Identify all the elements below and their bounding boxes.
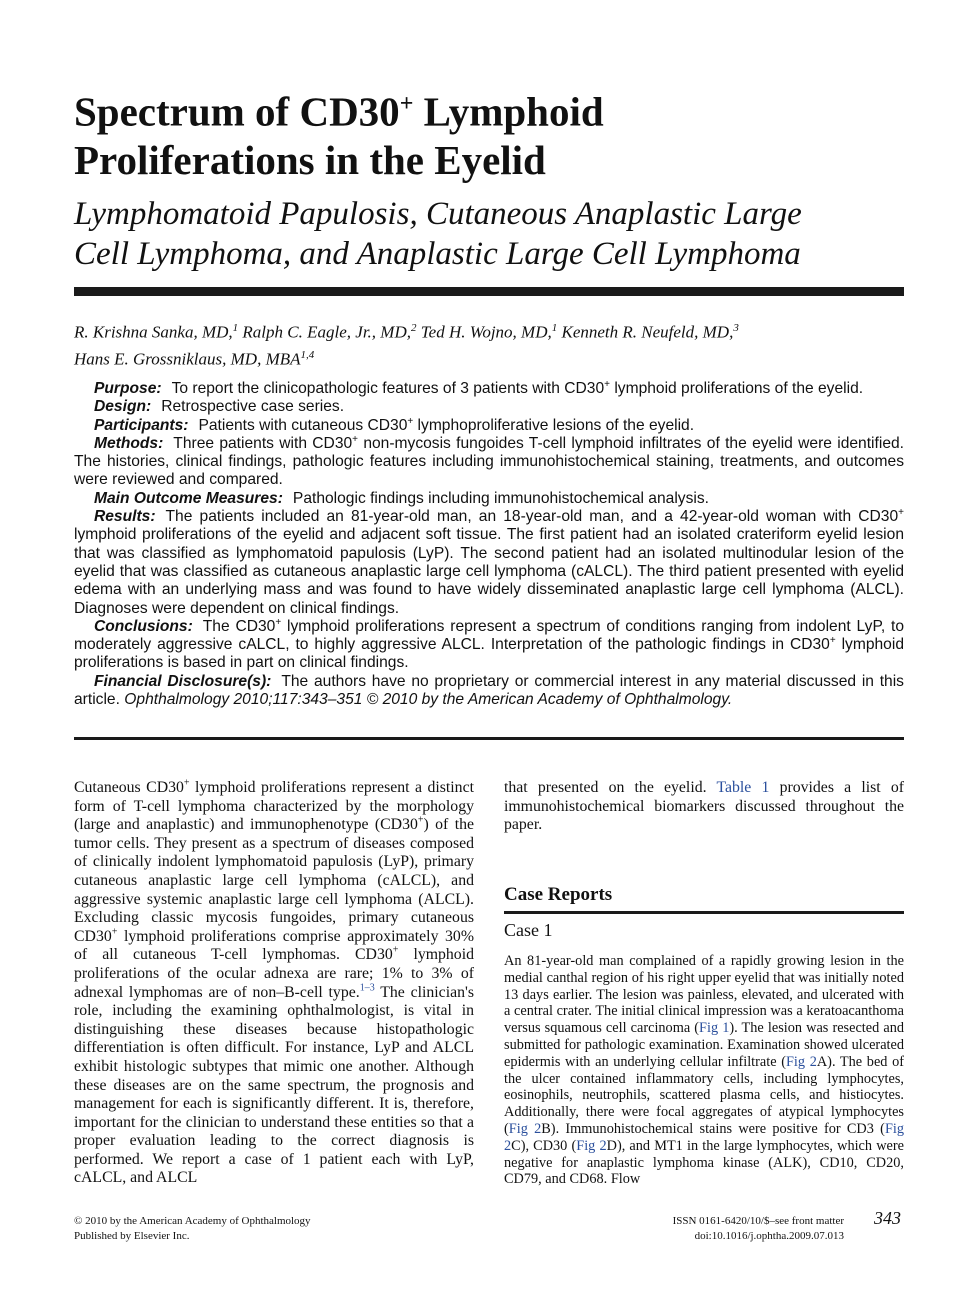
- article-title: Spectrum of CD30+ Lymphoid Proliferations in the Eyelid: [74, 88, 604, 183]
- doi-line: doi:10.1016/j.ophtha.2009.07.013: [694, 1230, 844, 1242]
- abstract-measures: Main Outcome Measures: Pathologic findings including immunohistochemical analysis.: [94, 489, 709, 507]
- abstract-rule: [74, 737, 904, 740]
- article-subtitle: Lymphomatoid Papulosis, Cutaneous Anaplastic Large Cell Lymphoma, and Anaplastic Large Cell Lymphoma: [74, 196, 802, 272]
- fig-2c-link[interactable]: Fig 2: [504, 1120, 905, 1154]
- abstract-disclosure: Financial Disclosure(s): The authors have no proprietary or commercial interest in any material discussed in this article. Ophthalmology 2010;117:343–351 © 2010 by the American Academy of Ophthalmology.: [74, 672, 904, 709]
- fig-2d-link[interactable]: Fig 2: [576, 1137, 607, 1154]
- fig-2b-link[interactable]: Fig 2: [508, 1120, 542, 1137]
- body-column-right: [504, 779, 904, 835]
- journal-citation: Ophthalmology 2010;117:343–351 © 2010 by the American Academy of Ophthalmology.: [124, 691, 733, 709]
- abstract-methods: Methods: Three patients with CD30+ non-mycosis fungoides T-cell lymphoid infiltrates of the eyelid were identified. The histories, clinical findings, pathologic features including immunohistochemical staining, treatments, and outcomes were reviewed and compared.: [74, 433, 904, 489]
- footer-right: [600, 1214, 844, 1244]
- case-1-heading: Case 1: [504, 920, 553, 940]
- case-reports-rule: [504, 911, 904, 914]
- abstract-purpose: Purpose: To report the clinicopathologic features of 3 patients with CD30+ lymphoid proliferations of the eyelid.: [94, 378, 864, 397]
- case-reports-heading: Case Reports: [504, 884, 613, 905]
- page-number: 343: [874, 1208, 901, 1228]
- body-column-left: [74, 779, 474, 1188]
- abstract-design: Design: Retrospective case series.: [94, 398, 345, 416]
- title-rule: [74, 287, 904, 296]
- intro-continuation: that presented on the eyelid. Table 1 provides a list of immunohistochemical biomarkers discussed throughout the paper.: [504, 779, 904, 834]
- copyright-line: © 2010 by the American Academy of Ophthalmology: [74, 1215, 311, 1227]
- intro-paragraph: Cutaneous CD30+ lymphoid proliferations represent a distinct form of T-cell lymphoma characterized by the morphology (large and anaplastic) and immunophenotype (CD30+) of the tumor cells. They present as a spectrum of diseases composed of clinically indolent lymphomatoid papulosis (LyP), primary cutaneous anaplastic large cell lymphoma (cALCL), and aggressive systemic anaplastic large cell lymphoma (ALCL). Excluding classic mycosis fungoides, primary cutaneous CD30+ lymphoid proliferations comprise approximately 30% of all cutaneous T-cell lymphomas. CD30+ lymphoid proliferations of the ocular adnexa are rare; 1% to 3% of adnexal lymphomas are of non–B-cell type.$^{1-3}$ The clinician's role, including the examining ophthalmologist, is vital in distinguishing these diseases because histopathologic differentiation is often difficult. For instance, LyP and ALCL exhibit histologic subtypes that mimic one another. Although these diseases are on the same spectrum, the prognosis and management for each is significantly different. It is, therefore, important for the clinician to understand these entities so that a proper evaluation leading to the correct diagnosis is performed. We report a case of 1 patient each with LyP, cALCL, and ALCL: [74, 777, 474, 1187]
- table-1-link[interactable]: Table 1: [716, 779, 770, 796]
- abstract-participants: Participants: Patients with cutaneous CD30+ lymphoproliferative lesions of the eyelid.: [94, 415, 695, 434]
- abstract-conclusions: Conclusions: The CD30+ lymphoid proliferations represent a spectrum of conditions ranging from indolent LyP, to moderately aggressive cALCL, to highly aggressive ALCL. Interpretation of the pathologic findings in CD30+ lymphoid proliferations is based in part on clinical findings.: [74, 616, 904, 672]
- fig-1-link[interactable]: Fig 1: [699, 1020, 730, 1037]
- fig-2a-link[interactable]: Fig 2: [785, 1053, 817, 1070]
- abstract: [74, 380, 904, 709]
- reference-link[interactable]: 1–3: [359, 982, 375, 994]
- issn-line: ISSN 0161-6420/10/$–see front matter: [672, 1215, 844, 1227]
- author-list: R. Krishna Sanka, MD,$^1$ Ralph C. Eagle, Jr., MD,$^2$ Ted H. Wojno, MD,$^1$ Kenneth R. Neufeld, MD,$^3$ Hans E. Grossniklaus, MD, MBA$^{1,4}$: [74, 322, 739, 369]
- case-1-text: An 81-year-old man complained of a rapidly growing lesion in the medial canthal region of his right upper eyelid that was initially noted 13 days earlier. The lesion was painless, elevated, and ulcerated with a central crater. The initial clinical impression was a keratoacanthoma versus squamous cell carcinoma (Fig 1). The lesion was resected and submitted for pathologic examination. Examination showed ulcerated epidermis with an underlying cellular infiltrate (Fig 2A). The bed of the ulcer contained inflammatory cells, including lymphocytes, eosinophils, neutrophils, scattered plasma cells, and histiocytes. Additionally, there were focal aggregates of atypical lymphocytes (Fig 2B). Immunohistochemical stains were positive for CD3 (Fig 2C), CD30 (Fig 2D), and MT1 in the large lymphocytes, which were negative for anaplastic lymphoma kinase (ALK), CD10, CD20, CD79, and CD68. Flow: [504, 953, 905, 1188]
- footer-left: [74, 1214, 311, 1244]
- abstract-results: Results: The patients included an 81-year-old man, an 18-year-old man, and a 42-year-old woman with CD30+ lymphoid proliferations of the eyelid and adjacent soft tissue. The first patient had an isolated crateriform eyelid lesion that was classified as lymphomatoid papulosis (LyP). The second patient had an isolated multinodular lesion of the eyelid that was classified as cutaneous anaplastic large cell lymphoma (cALCL). The third patient presented with eyelid edema with an underlying mass and was found to have widely disseminated anaplastic large cell lymphoma (ALCL). Diagnoses were dependent on clinical findings.: [74, 506, 904, 617]
- publisher-line: Published by Elsevier Inc.: [74, 1230, 190, 1242]
